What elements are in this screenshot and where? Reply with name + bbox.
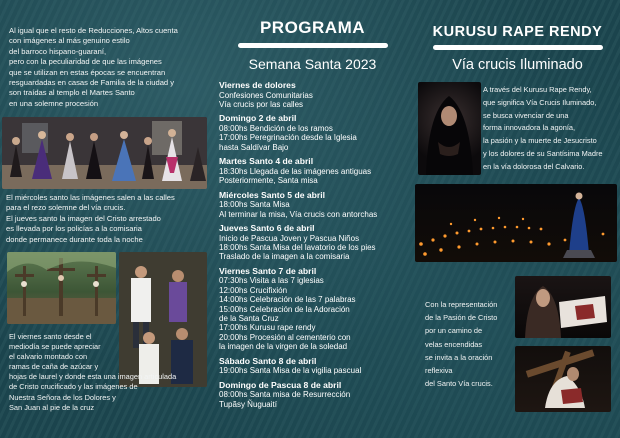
text-line: mediodía se puede apreciar [9,342,101,352]
text-line: la pasión y la muerte de Jesucristo [483,136,597,146]
schedule-day [219,380,413,409]
text-line: Al igual que el resto de Reducciones, Altos cuenta [9,26,178,35]
text-line: por un camino de [425,326,483,336]
event-line: 18:00hs Santa Misa [219,200,290,210]
event-line: 17:00hs Peregrinación desde la Iglesia [219,133,357,143]
schedule-day [219,223,413,262]
calvary-photo [7,252,116,324]
schedule-day [219,356,413,376]
program-column [210,0,415,438]
text-line: el calvario montado con [9,352,88,362]
schedule-day [219,190,413,219]
event-line: hasta Saldívar Bajo [219,142,289,152]
text-line: El viernes santo desde el [9,332,92,341]
christ-with-cross-illustration [515,346,611,412]
schedule-day [219,113,413,152]
text-line: es llevada por los policías a la comisaria [6,224,142,234]
text-line: A través del Kurusu Rape Rendy, [483,85,592,94]
day-heading: Viernes de dolores [219,80,296,90]
day-heading: Jueves Santo 6 de abril [219,223,315,234]
passion-scene-photo-1 [515,276,611,338]
schedule-day [219,266,413,352]
text-line: que se utilizan en estas épocas se encuentran [9,67,166,77]
text-line: son traídas al templo el Martes Santo [9,88,135,98]
kurusu-title: KURUSU RAPE RENDY [432,24,603,40]
event-line: Vía crucis por las calles [219,100,304,109]
event-line: Confesiones Comunitarias [219,90,313,100]
text-line: que significa Vía Crucis Iluminado, [483,97,597,107]
event-line: Posteriormente, Santa misa [219,176,318,186]
event-line: de la Santa Cruz [219,314,279,324]
day-heading: Miércoles Santo 5 de abril [219,189,326,200]
text-line: para el rezo solemne del vía crucis. [6,203,126,213]
event-line: 15:00hs Celebración de la Adoración [219,304,350,314]
event-line: 18:30hs Llegada de las imágenes antiguas [219,166,372,176]
title-underline [238,43,388,48]
text-line: El jueves santo la imagen del Cristo arrestado [6,213,161,223]
text-line: de Cristo crucificado y las imágenes de [9,382,138,392]
text-line: San Juan al pie de la cruz [9,402,95,412]
event-line: 18:00hs Santa Misa del lavatorio de los pies [219,243,376,253]
mourning-woman-photo [418,82,481,175]
event-line: Al terminar la misa, Vía crucis con antorchas [219,209,378,219]
text-line: velas encendidas [425,339,483,349]
kurusu-underline [433,45,603,50]
event-line: 14:00hs Celebración de las 7 palabras [219,295,356,305]
intro-text [9,26,209,109]
text-line: forma innovadora la agonía, [483,123,576,133]
woman-with-cloth-illustration [515,276,611,338]
saint-statues-illustration [2,117,207,189]
text-line: hojas de laurel y donde esta una imagen articulada [9,372,177,382]
text-line: donde permanece durante toda la noche [6,234,143,244]
event-line: la imagen de la virgen de la soledad [219,342,348,352]
event-line: 08:00hs Santa misa de Resurrección [219,390,351,400]
text-line: resguardadas en casas de Familia de la ciudad y [9,78,175,88]
kurusu-description [483,84,619,174]
day-heading: Domingo de Pascua 8 de abril [219,379,342,390]
text-line: pero con la peculiaridad de que las imágenes [9,57,162,67]
procession-images-photo [2,117,207,189]
veiled-figure-illustration [418,82,481,175]
day-heading: Viernes Santo 7 de abril [219,265,317,276]
text-line: del Santo Vía crucis. [425,379,493,389]
text-line: se invita a la oración [425,352,493,362]
text-line: con imágenes al más genuino estilo [9,36,130,46]
event-line: 19:00hs Santa Misa de la vigilia pascual [219,366,362,376]
left-column [0,0,210,438]
event-line: 17:00hs Kurusu rape rendy [219,323,316,333]
text-line: ramas de caña de azúcar y [9,362,99,372]
lit-candles-illustration [415,184,617,262]
event-line: Inicio de Pascua Joven y Pascua Niños [219,233,360,243]
calvary-crosses-illustration [7,252,116,324]
event-line: 07:30hs Visita a las 7 iglesias [219,276,324,286]
schedule-day [219,80,413,109]
bottom-text [9,332,209,413]
text-line: del barroco hispano-guaraní, [9,46,107,56]
kurusu-subtitle: Vía crucis Iluminado [452,57,583,73]
text-line: Con la representación [425,300,498,309]
event-line: Tupãsy Ñuguaití [219,399,277,409]
schedule-day [219,156,413,185]
program-title: PROGRAMA [259,18,366,37]
candle-path-photo [415,184,617,262]
text-line: reflexiva [425,366,453,376]
passion-scene-photo-2 [515,346,611,412]
event-line: 20:00hs Procesión al cementerio con [219,332,351,342]
day-heading: Martes Santo 4 de abril [219,156,314,167]
text-line: en una solemne procesión [9,98,99,108]
program-subtitle: Semana Santa 2023 [248,56,377,72]
text-line: de la Pasión de Cristo [425,313,498,323]
day-heading: Sábado Santo 8 de abril [219,355,317,366]
invitation-text [425,298,521,390]
event-line: 08:00hs Bendición de los ramos [219,124,333,133]
event-line: 12:00hs Crucifixión [219,285,288,295]
event-line: Traslado de la imagen a la comisaria [219,252,350,262]
text-line: y los dolores de su Santísima Madre [483,148,603,158]
text-line: en la vía dolorosa del Calvario. [483,161,585,171]
day-heading: Domingo 2 de abril [219,113,297,124]
schedule-list [219,76,413,409]
text-line: El miércoles santo las imágenes salen a las calles [6,193,175,202]
text-line: se busca vivenciar de una [483,110,569,120]
right-column [415,0,620,438]
text-line: Nuestra Señora de los Dolores y [9,392,116,402]
middle-text [6,193,210,245]
